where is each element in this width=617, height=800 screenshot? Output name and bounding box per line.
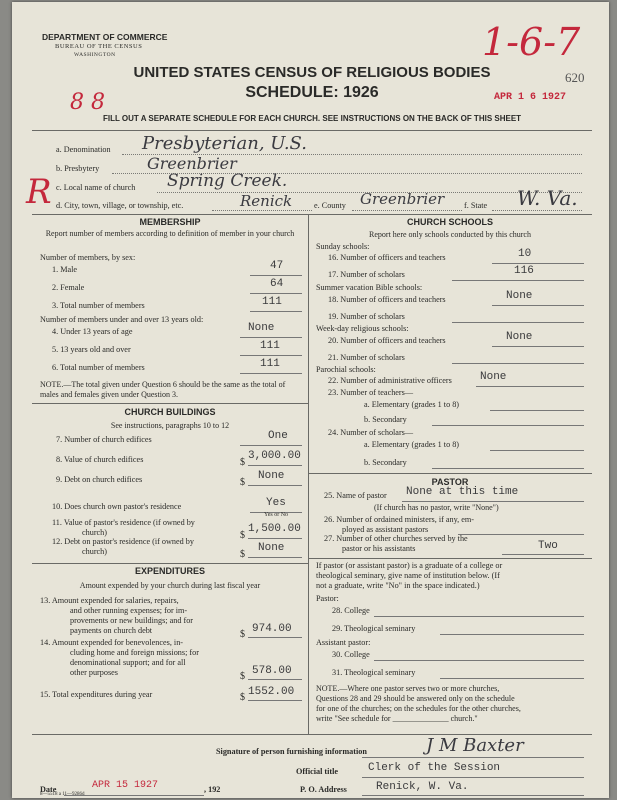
membership-title: MEMBERSHIP — [139, 217, 201, 227]
q22-value: None — [480, 371, 507, 383]
q8-label: 8. Value of church edifices — [56, 455, 144, 464]
q15-label: 15. Total expenditures during year — [40, 690, 153, 699]
q12-dollar: $ — [240, 549, 245, 560]
date-value: APR 15 1927 — [92, 780, 159, 791]
table-top-border — [32, 214, 592, 215]
q22-label: 22. Number of administrative officers — [328, 376, 452, 385]
q13-line-2: and other running expenses; for im- — [70, 606, 188, 615]
q11-value: 1,500.00 — [248, 523, 301, 535]
q11-label-2: church) — [82, 528, 108, 537]
footer-codes: 8—5518 a 11—9286d — [40, 792, 85, 797]
q14-line-1: 14. Amount expended for benevolences, in- — [40, 638, 184, 647]
q8-value: 3,000.00 — [248, 450, 301, 462]
expenditures-title: EXPENDITURES — [134, 566, 205, 576]
college-intro-1: If pastor (or assistant pastor) is a graduate of a college or — [316, 561, 503, 570]
q2-female-value: 64 — [270, 278, 284, 290]
q31-label: 31. Theological seminary — [332, 668, 416, 677]
buildings-subtitle: See instructions, paragraphs 10 to 12 — [110, 421, 230, 430]
po-address-value: Renick, W. Va. — [376, 781, 469, 793]
q10-label: 10. Does church own pastor's residence — [52, 502, 182, 511]
q27-value: Two — [538, 540, 558, 552]
official-title-label: Official title — [296, 767, 339, 776]
q5-label: 5. 13 years old and over — [52, 345, 131, 354]
q10-value: Yes — [266, 497, 286, 509]
q14-line-3: denominational support; and for all — [70, 658, 186, 667]
q18-label: 18. Number of officers and teachers — [328, 295, 446, 304]
header-divider — [32, 130, 592, 131]
margin-mark: R — [26, 172, 52, 212]
handwritten-file-number: 1-6-7 — [482, 20, 581, 64]
city-name: WASHINGTON — [74, 52, 116, 58]
state-label: f. State — [464, 201, 488, 210]
form-title: UNITED STATES CENSUS OF RELIGIOUS BODIES — [133, 64, 491, 81]
membership-note: NOTE.—The total given under Question 6 should be the same as the total of males and females given under Question 3. — [40, 380, 286, 399]
q23-label: 23. Number of teachers— — [328, 388, 414, 397]
college-intro-3: not a graduate, write "No" in the space indicated.) — [316, 581, 480, 590]
sunday-schools-label: Sunday schools: — [316, 242, 370, 251]
signature-value: J M Baxter — [426, 735, 524, 756]
center-column-divider — [308, 214, 309, 734]
pastor-note-3: for one of the churches; on the schedules for the other churches, — [316, 704, 521, 713]
q4-under13-value: None — [248, 322, 275, 334]
q7-edifices-value: One — [268, 430, 288, 442]
q19-label: 19. Number of scholars — [328, 312, 405, 321]
instruction-line: FILL OUT A SEPARATE SCHEDULE FOR EACH CHURCH. SEE INSTRUCTIONS ON THE BACK OF THIS SHEET — [102, 114, 522, 123]
schedule-title: SCHEDULE: 1926 — [245, 84, 379, 101]
q27-line-2: pastor or his assistants — [342, 544, 416, 553]
denomination-value: Presbyterian, U.S. — [142, 133, 307, 154]
q3-total-value: 111 — [262, 296, 282, 308]
q20-label: 20. Number of officers and teachers — [328, 336, 446, 345]
signature-label: Signature of person furnishing information — [216, 747, 367, 756]
membership-intro: Report number of members according to definition of member in your church — [45, 229, 295, 238]
q12-value: None — [258, 542, 285, 554]
q24a-label: a. Elementary (grades 1 to 8) — [364, 440, 460, 449]
bureau-name: BUREAU OF THE CENSUS — [55, 43, 143, 50]
parochial-schools-label: Parochial schools: — [316, 365, 376, 374]
q14-line-4: other purposes — [70, 668, 118, 677]
q12-label: 12. Debt on pastor's residence (if owned by — [52, 537, 194, 546]
county-value: Greenbrier — [360, 190, 445, 208]
schools-title: CHURCH SCHOOLS — [406, 217, 493, 227]
q30-label: 30. College — [332, 650, 370, 659]
q1-male-value: 47 — [270, 260, 284, 272]
q18-value: None — [506, 290, 533, 302]
buildings-title: CHURCH BUILDINGS — [124, 407, 216, 417]
q27-line-1: 27. Number of other churches served by the — [324, 534, 468, 543]
pastor-note-1: NOTE.—Where one pastor serves two or more churches, — [316, 684, 500, 693]
presbytery-label: b. Presbytery — [56, 164, 100, 173]
q2-label: 2. Female — [52, 283, 85, 292]
date-year-suffix: , 192 — [204, 785, 221, 794]
q5-over13-value: 111 — [260, 340, 280, 352]
q9-label: 9. Debt on church edifices — [56, 475, 143, 484]
pastor-subheading: Pastor: — [316, 594, 339, 603]
q29-label: 29. Theological seminary — [332, 624, 416, 633]
q24b-label: b. Secondary — [364, 458, 407, 467]
pastor-note-4: write "See schedule for ______________ church." — [316, 714, 478, 723]
pastor-note-2: Questions 28 and 29 should be answered only on the schedule — [316, 694, 515, 703]
q23b-label: b. Secondary — [364, 415, 407, 424]
q13-line-3: provements or new buildings; and for — [70, 616, 194, 625]
po-address-label: P. O. Address — [300, 785, 347, 794]
department-name: DEPARTMENT OF COMMERCE — [42, 32, 168, 42]
vacation-schools-label: Summer vacation Bible schools: — [316, 283, 423, 292]
presbytery-value: Greenbrier — [147, 154, 237, 173]
expenditures-intro: Amount expended by your church during last fiscal year — [79, 581, 261, 590]
q3-label: 3. Total number of members — [52, 301, 145, 310]
q13-line-1: 13. Amount expended for salaries, repairs, — [40, 596, 179, 605]
q4-label: 4. Under 13 years of age — [52, 327, 133, 336]
church-name-label: c. Local name of church — [56, 183, 136, 192]
q13-dollar: $ — [240, 629, 245, 640]
church-name-value: Spring Creek. — [167, 171, 288, 191]
q16-value: 10 — [518, 248, 532, 260]
q20-value: None — [506, 331, 533, 343]
q11-dollar: $ — [240, 530, 245, 541]
county-label: e. County — [314, 201, 346, 210]
schools-intro: Report here only schools conducted by this church — [369, 230, 531, 239]
q28-label: 28. College — [332, 606, 370, 615]
q21-label: 21. Number of scholars — [328, 353, 405, 362]
q23a-label: a. Elementary (grades 1 to 8) — [364, 400, 460, 409]
date-label: Date — [40, 785, 57, 794]
q14-dollar: $ — [240, 671, 245, 682]
q25-value: None at this time — [406, 486, 519, 498]
q14-value: 578.00 — [252, 665, 292, 677]
received-date-stamp: APR 1 6 1927 — [494, 92, 567, 103]
census-schedule-sheet — [12, 2, 609, 798]
q25-label: 25. Name of pastor — [324, 491, 387, 500]
q9-dollar: $ — [240, 477, 245, 488]
form-number: 620 — [565, 70, 585, 85]
q17-value: 116 — [514, 265, 534, 277]
q12-label-2: church) — [82, 547, 108, 556]
q1-label: 1. Male — [52, 265, 78, 274]
q25-hint: (If church has no pastor, write "None") — [374, 503, 499, 512]
official-title-value: Clerk of the Session — [368, 762, 501, 774]
members-by-age-label: Number of members under and over 13 years old: — [40, 315, 204, 324]
city-value: Renick — [240, 192, 293, 210]
q10-hint: Yes or No — [264, 512, 289, 518]
college-intro-2: theological seminary, give name of institution below. (If — [316, 571, 500, 580]
weekday-schools-label: Week-day religious schools: — [316, 324, 409, 333]
q13-value: 974.00 — [252, 623, 292, 635]
assistant-pastor-subheading: Assistant pastor: — [316, 638, 371, 647]
q11-label: 11. Value of pastor's residence (if owned by — [52, 518, 195, 527]
q8-dollar: $ — [240, 457, 245, 468]
denomination-label: a. Denomination — [56, 145, 111, 154]
q9-value: None — [258, 470, 285, 482]
q24-label: 24. Number of scholars— — [328, 428, 414, 437]
q15-value: 1552.00 — [248, 686, 295, 698]
q6-label: 6. Total number of members — [52, 363, 145, 372]
q14-line-2: cluding home and foreign missions; for — [70, 648, 199, 657]
q26-line-1: 26. Number of ordained ministers, if any, em- — [324, 515, 474, 524]
q6-total-value: 111 — [260, 358, 280, 370]
q7-label: 7. Number of church edifices — [56, 435, 152, 444]
q16-label: 16. Number of officers and teachers — [328, 253, 446, 262]
members-by-sex-label: Number of members, by sex: — [40, 253, 136, 262]
q15-dollar: $ — [240, 692, 245, 703]
q26-line-2: ployed as assistant pastors — [342, 525, 429, 534]
q17-label: 17. Number of scholars — [328, 270, 405, 279]
city-label: d. City, town, village, or township, etc. — [56, 201, 184, 210]
pastor-title: PASTOR — [431, 477, 469, 487]
state-value: W. Va. — [517, 186, 578, 210]
q13-line-4: payments on church debt — [70, 626, 153, 635]
handwritten-left-number: 8 8 — [70, 90, 105, 115]
